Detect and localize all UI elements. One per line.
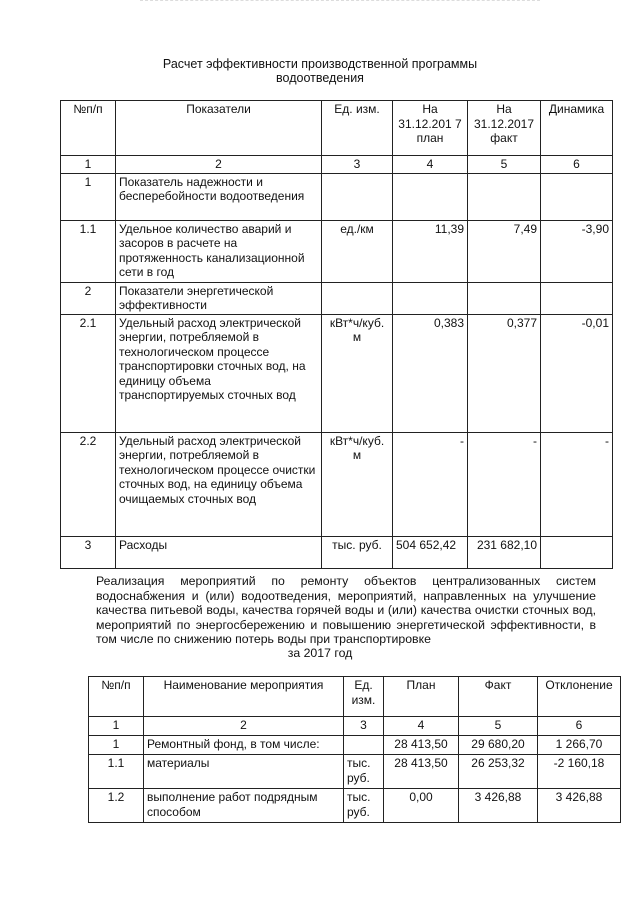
row-unit: ед./км xyxy=(322,220,393,282)
row-unit: кВт*ч/куб. м xyxy=(322,314,393,432)
table-row xyxy=(61,536,613,568)
col-number: 5 xyxy=(468,156,541,174)
row-fact: 26 253,32 xyxy=(459,755,538,789)
col-number: 2 xyxy=(144,717,344,736)
table-header-row xyxy=(89,677,621,717)
row-plan: 28 413,50 xyxy=(384,736,459,755)
table-row xyxy=(61,314,613,432)
page-title-line2: водоотведения xyxy=(276,71,364,85)
row-unit: тыс. руб. xyxy=(344,789,384,823)
col-number: 1 xyxy=(61,156,116,174)
row-plan: 504 652,42 xyxy=(393,536,468,568)
col-header-deviation: Отклонение xyxy=(538,677,621,717)
row-number: 1 xyxy=(61,173,116,220)
col-number: 1 xyxy=(89,717,144,736)
scan-top-marks xyxy=(140,0,540,4)
col-header-number: №п/п xyxy=(61,101,116,156)
table-row xyxy=(89,789,621,823)
row-plan: 28 413,50 xyxy=(384,755,459,789)
row-unit xyxy=(322,173,393,220)
row-dynamics xyxy=(541,536,613,568)
col-number: 2 xyxy=(116,156,322,174)
row-dynamics: -0,01 xyxy=(541,314,613,432)
table-row xyxy=(89,736,621,755)
col-header-plan: План xyxy=(384,677,459,717)
col-number: 5 xyxy=(459,717,538,736)
table-column-numbers-row xyxy=(61,156,613,174)
table-column-numbers-row xyxy=(89,717,621,736)
row-number: 1.1 xyxy=(89,755,144,789)
row-number: 1.2 xyxy=(89,789,144,823)
row-indicator: Показатели энергетической эффективности xyxy=(116,282,322,314)
row-unit: тыс. руб. xyxy=(344,755,384,789)
row-number: 3 xyxy=(61,536,116,568)
section2-paragraph: Реализация мероприятий по ремонту объектов централизованных систем водоснабжения и (или) водоотведения, мероприятий, направленных на улучшение качества питьевой воды, качества горячей воды и (или) качества очистки сточных вод, мероприятий по энергосбережению и повышению энергетической эффективности, в том числе по снижению потерь воды при транспортировке xyxy=(96,574,596,647)
row-plan: 0,00 xyxy=(384,789,459,823)
page-title-line1: Расчет эффективности производственной программы xyxy=(162,57,478,71)
row-fact: 231 682,10 xyxy=(468,536,541,568)
row-deviation: 3 426,88 xyxy=(538,789,621,823)
table-row xyxy=(61,432,613,536)
row-indicator: Показатель надежности и бесперебойности водоотведения xyxy=(116,173,322,220)
col-number: 6 xyxy=(538,717,621,736)
col-number: 6 xyxy=(541,156,613,174)
row-unit: кВт*ч/куб. м xyxy=(322,432,393,536)
efficiency-table xyxy=(60,100,613,569)
row-number: 2.1 xyxy=(61,314,116,432)
table-row xyxy=(61,282,613,314)
col-header-fact: На 31.12.2017 факт xyxy=(468,101,541,156)
row-dynamics xyxy=(541,173,613,220)
col-header-number: №п/п xyxy=(89,677,144,717)
row-fact xyxy=(468,173,541,220)
row-fact: 7,49 xyxy=(468,220,541,282)
row-deviation: 1 266,70 xyxy=(538,736,621,755)
row-unit xyxy=(322,282,393,314)
row-plan: 11,39 xyxy=(393,220,468,282)
row-number: 1 xyxy=(89,736,144,755)
row-deviation: -2 160,18 xyxy=(538,755,621,789)
row-indicator: Удельный расход электрической энергии, потребляемой в технологическом процессе транспортировки сточных вод, на единицу объема транспортируемых сточных вод xyxy=(116,314,322,432)
col-header-measure-name: Наименование мероприятия xyxy=(144,677,344,717)
row-fact: 0,377 xyxy=(468,314,541,432)
row-unit xyxy=(344,736,384,755)
section2-year: за 2017 год xyxy=(287,646,353,660)
table-row xyxy=(89,755,621,789)
table-row xyxy=(61,220,613,282)
col-header-unit: Ед. изм. xyxy=(344,677,384,717)
row-indicator: Удельный расход электрической энергии, потребляемой в технологическом процессе очистки сточных вод, на единицу объема очищаемых сточных вод xyxy=(116,432,322,536)
col-header-dynamics: Динамика xyxy=(541,101,613,156)
row-plan xyxy=(393,282,468,314)
table-header-row xyxy=(61,101,613,156)
row-indicator: Расходы xyxy=(116,536,322,568)
row-number: 1.1 xyxy=(61,220,116,282)
row-dynamics: - xyxy=(541,432,613,536)
row-measure-name: материалы xyxy=(144,755,344,789)
col-header-unit: Ед. изм. xyxy=(322,101,393,156)
row-plan: - xyxy=(393,432,468,536)
row-measure-name: выполнение работ подрядным способом xyxy=(144,789,344,823)
col-header-plan: На 31.12.201 7 план xyxy=(393,101,468,156)
row-unit: тыс. руб. xyxy=(322,536,393,568)
row-fact xyxy=(468,282,541,314)
row-fact: 3 426,88 xyxy=(459,789,538,823)
col-number: 3 xyxy=(322,156,393,174)
col-header-fact: Факт xyxy=(459,677,538,717)
row-dynamics xyxy=(541,282,613,314)
row-indicator: Удельное количество аварий и засоров в расчете на протяженность канализационной сети в год xyxy=(116,220,322,282)
row-measure-name: Ремонтный фонд, в том числе: xyxy=(144,736,344,755)
col-header-indicators: Показатели xyxy=(116,101,322,156)
repair-measures-table xyxy=(88,676,621,823)
row-dynamics: -3,90 xyxy=(541,220,613,282)
row-number: 2.2 xyxy=(61,432,116,536)
row-fact: - xyxy=(468,432,541,536)
col-number: 4 xyxy=(384,717,459,736)
row-fact: 29 680,20 xyxy=(459,736,538,755)
table-row xyxy=(61,173,613,220)
row-plan: 0,383 xyxy=(393,314,468,432)
row-number: 2 xyxy=(61,282,116,314)
col-number: 3 xyxy=(344,717,384,736)
col-number: 4 xyxy=(393,156,468,174)
row-plan xyxy=(393,173,468,220)
